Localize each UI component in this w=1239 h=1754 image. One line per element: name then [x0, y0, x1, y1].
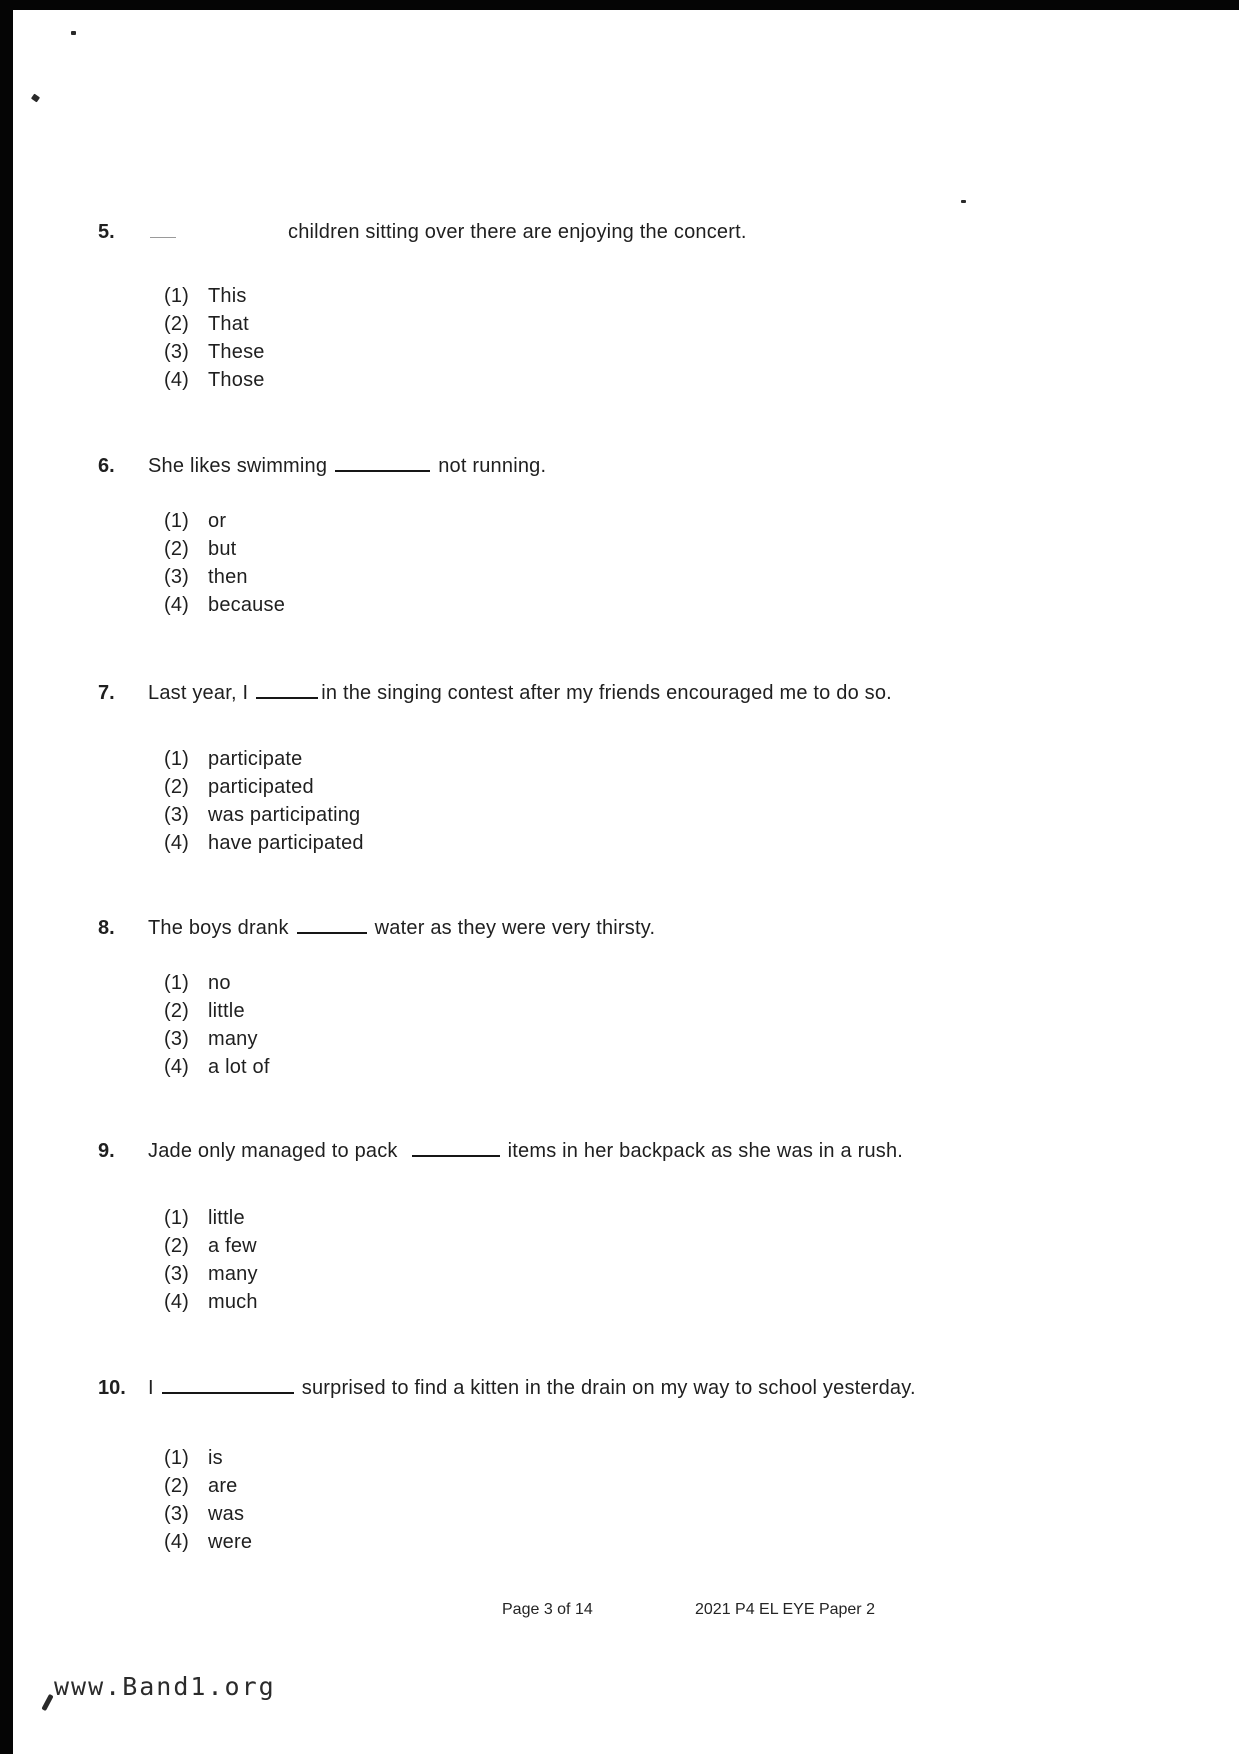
- answer-blank: [412, 1140, 500, 1157]
- option-marker: (4): [164, 832, 190, 854]
- sentence-before: Last year, I: [148, 682, 249, 704]
- option-label: many: [208, 1263, 258, 1285]
- option-label: is: [208, 1447, 223, 1469]
- sentence-before: She likes swimming: [148, 455, 328, 477]
- options-list: [164, 1204, 1138, 1316]
- option-label: This: [208, 285, 247, 307]
- option-4: [164, 591, 1138, 619]
- option-3: [164, 801, 1138, 829]
- option-3: [164, 1500, 1138, 1528]
- option-marker: (3): [164, 1028, 190, 1050]
- question-5: [98, 218, 1138, 394]
- options-list: [164, 1444, 1138, 1556]
- option-4: [164, 1288, 1138, 1316]
- scan-speck: [961, 200, 966, 203]
- option-1: [164, 1204, 1138, 1232]
- answer-blank: [256, 682, 318, 699]
- options-list: [164, 507, 1138, 619]
- option-label: have participated: [208, 832, 364, 854]
- option-2: [164, 535, 1138, 563]
- option-3: [164, 563, 1138, 591]
- option-2: [164, 773, 1138, 801]
- question-sentence: [148, 452, 1138, 480]
- option-label: little: [208, 1000, 245, 1022]
- question-sentence: [148, 914, 1138, 942]
- question-number: 7.: [98, 682, 115, 704]
- question-number: 9.: [98, 1140, 115, 1162]
- option-label: no: [208, 972, 231, 994]
- option-1: [164, 282, 1138, 310]
- option-label: a lot of: [208, 1056, 270, 1078]
- options-list: [164, 969, 1138, 1081]
- option-marker: (2): [164, 538, 190, 560]
- sentence-after: children sitting over there are enjoying the concert.: [288, 221, 747, 243]
- question-number: 5.: [98, 221, 115, 243]
- question-sentence: [148, 1137, 1138, 1165]
- option-label: but: [208, 538, 237, 560]
- option-marker: (3): [164, 1503, 190, 1525]
- option-label: are: [208, 1475, 238, 1497]
- option-1: [164, 507, 1138, 535]
- answer-blank: [162, 1377, 294, 1394]
- option-marker: (1): [164, 1447, 190, 1469]
- option-marker: (3): [164, 341, 190, 363]
- site-watermark: www.Band1.org: [54, 1672, 276, 1701]
- option-label: participate: [208, 748, 303, 770]
- option-marker: (4): [164, 594, 190, 616]
- sentence-after: in the singing contest after my friends encouraged me to do so.: [321, 682, 892, 704]
- option-label: or: [208, 510, 227, 532]
- question-9: [98, 1137, 1138, 1316]
- option-marker: (4): [164, 369, 190, 391]
- option-label: Those: [208, 369, 265, 391]
- question-7: [98, 679, 1138, 857]
- option-2: [164, 997, 1138, 1025]
- option-marker: (3): [164, 1263, 190, 1285]
- option-3: [164, 1260, 1138, 1288]
- paper-title: 2021 P4 EL EYE Paper 2: [695, 1601, 875, 1618]
- option-3: [164, 338, 1138, 366]
- option-label: That: [208, 313, 249, 335]
- option-marker: (3): [164, 804, 190, 826]
- sentence-before: Jade only managed to pack: [148, 1140, 398, 1162]
- question-number: 10.: [98, 1377, 126, 1399]
- option-marker: (2): [164, 776, 190, 798]
- option-1: [164, 745, 1138, 773]
- option-1: [164, 1444, 1138, 1472]
- option-label: much: [208, 1291, 258, 1313]
- sentence-after: water as they were very thirsty.: [374, 917, 656, 939]
- sentence-before: The boys drank: [148, 917, 289, 939]
- sentence-before: I: [148, 1377, 154, 1399]
- option-marker: (4): [164, 1531, 190, 1553]
- option-label: was participating: [208, 804, 361, 826]
- option-marker: (2): [164, 1235, 190, 1257]
- option-3: [164, 1025, 1138, 1053]
- option-marker: (3): [164, 566, 190, 588]
- question-sentence: [148, 679, 1138, 707]
- question-6: [98, 452, 1138, 619]
- option-label: a few: [208, 1235, 257, 1257]
- option-label: were: [208, 1531, 253, 1553]
- question-sentence: [148, 218, 1138, 246]
- option-marker: (4): [164, 1291, 190, 1313]
- question-number: 8.: [98, 917, 115, 939]
- options-list: [164, 745, 1138, 857]
- option-marker: (2): [164, 1000, 190, 1022]
- sentence-after: items in her backpack as she was in a rush.: [507, 1140, 904, 1162]
- option-marker: (2): [164, 1475, 190, 1497]
- scan-edge-left: [0, 0, 13, 1754]
- question-number: 6.: [98, 455, 115, 477]
- option-label: many: [208, 1028, 258, 1050]
- option-marker: (2): [164, 313, 190, 335]
- option-2: [164, 1232, 1138, 1260]
- question-sentence: [148, 1374, 1138, 1402]
- answer-blank: [297, 917, 367, 934]
- option-label: because: [208, 594, 286, 616]
- option-marker: (1): [164, 285, 190, 307]
- option-2: [164, 310, 1138, 338]
- options-list: [164, 282, 1138, 394]
- answer-blank: [335, 455, 430, 472]
- option-label: little: [208, 1207, 245, 1229]
- option-marker: (1): [164, 972, 190, 994]
- option-2: [164, 1472, 1138, 1500]
- sentence-after: not running.: [438, 455, 547, 477]
- page-number: Page 3 of 14: [502, 1601, 593, 1618]
- option-4: [164, 366, 1138, 394]
- option-4: [164, 829, 1138, 857]
- scan-speck: [41, 1694, 53, 1711]
- answer-blank: [150, 222, 176, 238]
- option-marker: (4): [164, 1056, 190, 1078]
- option-marker: (1): [164, 510, 190, 532]
- option-label: These: [208, 341, 265, 363]
- scan-speck: [31, 94, 40, 103]
- option-label: was: [208, 1503, 245, 1525]
- option-label: then: [208, 566, 248, 588]
- scan-edge-top: [0, 0, 1239, 10]
- question-8: [98, 914, 1138, 1081]
- sentence-after: surprised to find a kitten in the drain on my way to school yesterday.: [301, 1377, 916, 1399]
- scan-speck: [71, 31, 76, 35]
- option-marker: (1): [164, 748, 190, 770]
- option-4: [164, 1528, 1138, 1556]
- option-label: participated: [208, 776, 314, 798]
- option-1: [164, 969, 1138, 997]
- option-4: [164, 1053, 1138, 1081]
- option-marker: (1): [164, 1207, 190, 1229]
- question-10: [98, 1374, 1138, 1556]
